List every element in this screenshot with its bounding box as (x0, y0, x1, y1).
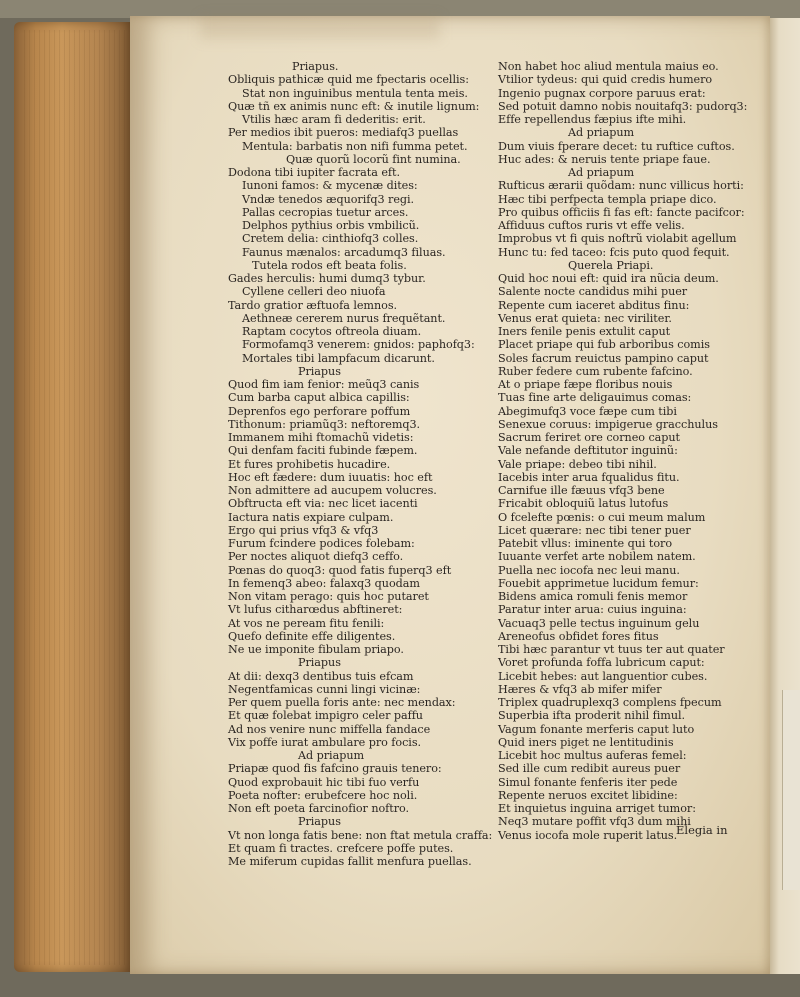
verse-line: Faunus mænalos: arcadumq3 filuas. (242, 245, 446, 259)
verse-line: Non vitam perago: quis hoc putaret (228, 590, 429, 603)
verse-line: Iuuante verfet arte nobilem natem. (498, 550, 696, 564)
verse-line: Repente neruos excitet libidine: (498, 788, 678, 802)
verse-line: Vale nefande deftitutor inguinũ: (498, 444, 678, 458)
verse-line: Tibi hæc parantur vt tuus ter aut quater (498, 643, 725, 656)
verse-line: Licebit hoc multus auferas femel: (498, 749, 687, 762)
verse-line: Quid iners piget ne lentitudinis (498, 735, 674, 749)
verse-line: Vndæ tenedos æquorifq3 regi. (242, 192, 415, 206)
poem-heading: Ad priapum (298, 749, 365, 762)
verse-line: Non admittere ad aucupem volucres. (228, 484, 437, 497)
verse-line: Areneofus obfidet fores fitus (498, 629, 659, 643)
verse-line: Negentfamicas cunni lingi vicinæ: (228, 682, 421, 696)
verse-line: Vt non longa fatis bene: non ftat metula craffa: (228, 828, 493, 842)
verse-line: Patebit vllus: iminente qui toro (498, 537, 673, 550)
left-text-column (228, 60, 498, 868)
poem-heading: Ad priapum (568, 166, 635, 179)
verse-line: Et inquietus inguina arriget tumor: (498, 802, 696, 815)
verse-line: Hæc tibi perfpecta templa priape dico. (498, 192, 717, 206)
verse-line: Iunoni famos: & mycenæ dites: (242, 179, 418, 193)
poem-heading: Querela Priapi. (568, 258, 654, 272)
verse-line: Tithonum: priamũq3: neftoremq3. (228, 417, 421, 431)
verse-line: Abegimufq3 voce fæpe cum tibi (498, 404, 677, 418)
verse-line: Fouebit apprimetue lucidum femur: (498, 576, 699, 590)
verse-line: Vacuaq3 pelle tectus inguinum gelu (498, 616, 700, 630)
verse-line: Non eft poeta farcinofior noftro. (228, 802, 410, 815)
verse-line: Cretem delia: cinthiofq3 colles. (242, 232, 419, 246)
verse-line: Hoc eft fædere: dum iuuatis: hoc eft (228, 470, 433, 484)
verse-line: Pro quibus officiis fi fas eft: fancte pacifcor: (498, 205, 745, 219)
verse-line: Furum fcindere podices folebam: (228, 537, 415, 550)
verse-line: Priapæ quod fis fafcino grauis tenero: (228, 762, 442, 776)
verse-line: Repente cum iaceret abditus finu: (498, 298, 690, 312)
verse-line: Ad nos venire nunc miffella fandace (228, 722, 431, 736)
poem-heading: Priapus (298, 656, 341, 670)
verse-line: At dii: dexq3 dentibus tuis efcam (228, 669, 414, 683)
verse-line: Quod fim iam fenior: meũq3 canis (228, 378, 420, 391)
verse-line: Simul fonante fenferis iter pede (498, 775, 678, 789)
verse-line: Venus erat quieta: nec viriliter. (498, 311, 672, 325)
verse-line: Gades herculis: humi dumq3 tybur. (228, 272, 426, 285)
verse-line: Per quem puella foris ante: nec mendax: (228, 696, 456, 709)
verse-line: Carnifue ille fæuus vfq3 bene (498, 484, 665, 497)
verse-line: Vtilis hæc aram fi dederitis: erit. (242, 113, 426, 126)
verse-line: Placet priape qui fub arboribus comis (498, 338, 710, 352)
page-edges-texture (24, 30, 128, 965)
verse-line: At o priape fæpe floribus nouis (498, 378, 673, 391)
verse-line: Mortales tibi lampfacum dicarunt. (242, 351, 435, 365)
verse-line: Iactura natis expiare culpam. (228, 510, 394, 524)
verse-line: Voret profunda foffa lubricum caput: (498, 656, 705, 670)
verse-line: Pallas cecropias tuetur arces. (242, 205, 409, 219)
verse-line: Superbia ifta proderit nihil fimul. (498, 709, 686, 723)
right-page-tab (782, 690, 800, 890)
verse-line: Per medios ibit pueros: mediafq3 puellas (228, 126, 459, 140)
verse-line: O fcelefte pœnis: o cui meum malum (498, 510, 706, 524)
verse-line: Me miferum cupidas fallit menfura puellas. (228, 855, 472, 868)
verse-line: Quod exprobauit hic tibi fuo verfu (228, 775, 420, 789)
verse-line: Et quam fi tractes. crefcere poffe putes. (228, 841, 454, 855)
verse-line: Huc ades: & neruis tente priape faue. (498, 152, 711, 166)
verse-line: Cum barba caput albica capillis: (228, 391, 410, 405)
verse-line: Poeta nofter: erubefcere hoc noli. (228, 788, 418, 802)
verse-line: Vagum fonante merferis caput luto (498, 722, 695, 736)
verse-line: Hunc tu: fed taceo: fcis puto quod fequit. (498, 245, 730, 259)
verse-line: Stat non inguinibus mentula tenta meis. (242, 86, 468, 100)
verse-line: Sacrum feriret ore corneo caput (498, 431, 681, 444)
verse-line: Senexue coruus: impigerue gracchulus (498, 417, 718, 431)
verse-line: Vtilior tydeus: qui quid credis humero (498, 73, 713, 87)
verse-line: Qui denfam faciti fubinde fæpem. (228, 444, 418, 458)
verse-line: Ne ue imponite fibulam priapo. (228, 643, 404, 656)
verse-line: Et fures prohibetis hucadire. (228, 457, 391, 471)
verse-line: Venus iocofa mole ruperit latus. (498, 828, 678, 842)
verse-line: Ingenio pugnax corpore paruus erat: (498, 86, 706, 100)
verse-line: Affiduus cuftos ruris vt effe velis. (498, 219, 685, 232)
poem-heading: Priapus. (292, 60, 339, 73)
verse-line: Iacebis inter arua fqualidus fitu. (498, 470, 680, 484)
verse-line: Neq3 mutare poffit vfq3 dum mihi (498, 815, 691, 829)
verse-line: Improbus vt fi quis noftrũ violabit agellum (498, 232, 737, 246)
verse-line: Deprenfos ego perforare poffum (228, 404, 411, 418)
verse-line: Vix poffe iurat ambulare pro focis. (228, 735, 422, 749)
verse-line: Effe repellendus fæpius ifte mihi. (498, 113, 687, 126)
verse-line: Quid hoc noui eft: quid ira nũcia deum. (498, 272, 719, 285)
verse-line: Tutela rodos eft beata folis. (252, 258, 407, 272)
poem-heading: Priapus (298, 364, 341, 378)
verse-line: Vt lufus citharœdus abftineret: (228, 603, 403, 617)
poem-heading: Ad priapum (568, 126, 635, 140)
verse-line: Dodona tibi iupiter facrata eft. (228, 166, 400, 179)
verse-line: Mentula: barbatis non nifi fumma petet. (242, 139, 468, 153)
verse-line: Raptam cocytos oftreola diuam. (242, 325, 422, 338)
poem-heading: Priapus (298, 815, 341, 829)
verse-line: Fricabit obloquiũ latus lutofus (498, 497, 669, 511)
verse-line: Immanem mihi ftomachũ videtis: (228, 431, 414, 444)
verse-line: Hæres & vfq3 ab mifer mifer (498, 682, 662, 696)
verse-line: Quæ tñ ex animis nunc eft: & inutile lignum: (228, 99, 480, 113)
verse-line: Obftructa eft via: nec licet iacenti (228, 497, 418, 511)
verse-line: Soles facrum reuictus pampino caput (498, 351, 709, 365)
verse-line: Triplex quadruplexq3 complens fpecum (498, 696, 722, 709)
poem-heading: Quæ quorũ locorũ fint numina. (286, 152, 461, 166)
verse-line: Puella nec iocofa nec leui manu. (498, 563, 680, 577)
verse-line: Tuas fine arte deligauimus comas: (498, 391, 692, 405)
verse-line: Per noctes aliquot diefq3 ceffo. (228, 550, 404, 564)
catchword: Elegia in (676, 823, 728, 837)
verse-line: Licet quærare: nec tibi tener puer (498, 523, 691, 537)
verse-line: Salente nocte candidus mihi puer (498, 285, 688, 299)
verse-line: Rufticus ærarii quõdam: nunc villicus horti: (498, 179, 744, 193)
verse-line: Licebit hebes: aut languentior cubes. (498, 669, 708, 683)
right-text-column (498, 60, 760, 842)
verse-line: Pœnas do quoq3: quod fatis fuperq3 eft (228, 563, 452, 577)
verse-line: Formofamq3 venerem: gnidos: paphofq3: (242, 338, 475, 352)
verse-line: Aethneæ cererem nurus frequẽtant. (242, 311, 446, 325)
verse-line: Tardo gratior æftuofa lemnos. (228, 298, 398, 312)
verse-line: Iners fenile penis extulit caput (498, 325, 671, 338)
verse-line: Obliquis pathicæ quid me fpectaris ocellis: (228, 73, 469, 87)
verse-line: Sed ille cum redibit aureus puer (498, 762, 681, 776)
verse-line: Ruber federe cum rubente fafcino. (498, 364, 693, 378)
verse-line: Paratur inter arua: cuius inguina: (498, 603, 687, 617)
verse-line: In femenq3 abeo: falaxq3 quodam (228, 576, 420, 590)
verse-line: Bidens amica romuli fenis memor (498, 590, 688, 603)
verse-line: Sed potuit damno nobis nouitafq3: pudorq3: (498, 99, 748, 113)
verse-line: At vos ne peream fitu fenili: (228, 616, 385, 630)
verse-line: Dum viuis fperare decet: tu ruftice cuftos. (498, 139, 735, 153)
verse-line: Non habet hoc aliud mentula maius eo. (498, 60, 719, 73)
page-stain (200, 16, 440, 40)
verse-line: Delphos pythius orbis vmbilicũ. (242, 219, 420, 232)
verse-line: Quefo definite effe diligentes. (228, 629, 396, 643)
verse-line: Ergo qui prius vfq3 & vfq3 (228, 523, 379, 537)
verse-line: Et quæ folebat impigro celer paffu (228, 709, 423, 723)
verse-line: Cyllene celleri deo niuofa (242, 285, 386, 299)
verse-line: Vale priape: debeo tibi nihil. (498, 457, 657, 471)
